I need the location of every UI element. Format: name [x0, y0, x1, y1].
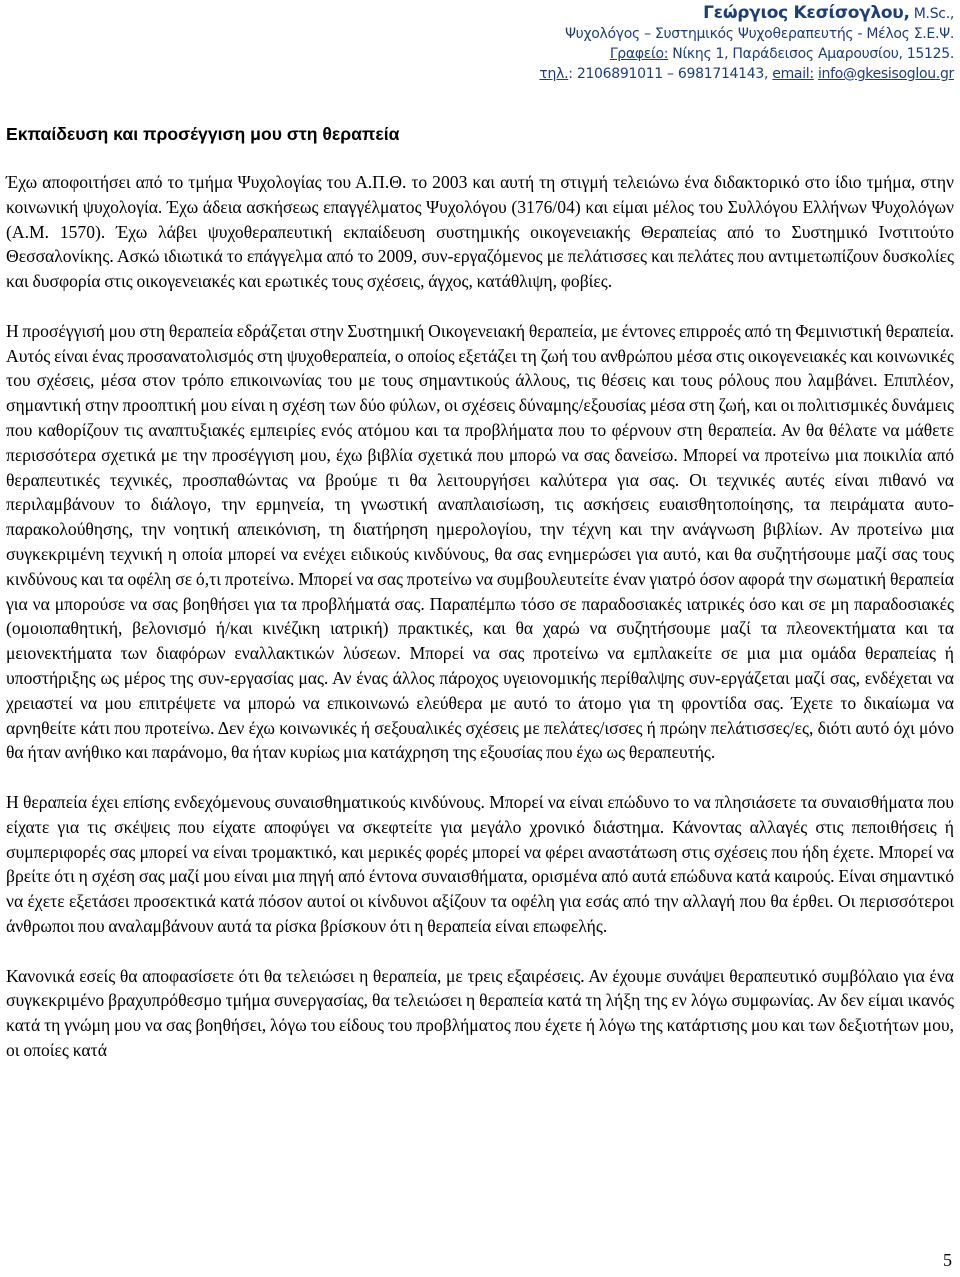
phone-label: τηλ. — [539, 66, 569, 82]
letterhead-name-line — [434, 2, 954, 24]
therapist-degree: M.Sc., — [909, 6, 954, 22]
email-link[interactable]: info@gkesisoglou.gr — [817, 66, 954, 82]
phone-numbers: : 2106891011 – 6981714143, — [568, 66, 773, 82]
letterhead — [434, 2, 954, 84]
therapist-title: Ψυχολόγος – Συστημικός Ψυχοθεραπευτής - Μέλος Σ.Ε.Ψ. — [564, 26, 954, 42]
paragraph-education: Έχω αποφοιτήσει από το τμήμα Ψυχολογίας του Α.Π.Θ. το 2003 και αυτή τη στιγμή τελειώνω ένα διδακτορικό στο ίδιο τμήμα, στην κοινωνική ψυχολογία. Έχω άδεια ασκήσεως επαγγέλματος Ψυχολόγου (3176/04) και είμαι μέλος του Συλλόγου Ελλήνων Ψυχολόγων (Α.Μ. 1570). Έχω λάβει ψυχοθεραπευτική εκπαίδευση συστημικής οικογενειακής Θεραπείας από το Συστημικό Ινστιτούτο Θεσσαλονίκης. Ασκώ ιδιωτικά το επάγγελμα από το 2009, συν-εργαζόμενος με πελάτισσες και πελάτες που αντιμετωπίζουν δυσκολίες και δυσφορία στις οικογενειακές και ερωτικές τους σχέσεις, άγχος, κατάθλιψη, φοβίες. — [6, 172, 954, 292]
contact-line — [434, 64, 954, 84]
email-label: email: — [772, 66, 814, 82]
office-address-line — [434, 44, 954, 64]
document-body — [6, 122, 954, 1087]
office-label: Γραφείο: — [609, 46, 669, 62]
therapist-name: Γεώργιος Κεσίσογλου, — [703, 3, 910, 23]
page-number: 5 — [943, 1250, 952, 1270]
paragraph-approach: Η προσέγγισή μου στη θεραπεία εδράζεται στην Συστημική Οικογενειακή θεραπεία, με έντονες επιρροές από τη Φεμινιστική θεραπεία. Αυτός είναι ένας προσανατολισμός στη ψυχοθεραπεία, ο οποίος εξετάζει τη ζωή του ανθρώπου μέσα στις οικογενειακές και κοινωνικές του σχέσεις, μέσα στον τρόπο επικοινωνίας του με τους σημαντικούς άλλους, τις θέσεις και τους ρόλους που λαμβάνει. Επιπλέον, σημαντική στην προοπτική μου είναι η σχέση των δύο φύλων, οι σχέσεις δύναμης/εξουσίας μέσα στη ζωή, και οι πολιτισμικές δυνάμεις που καθορίζουν τις αναπτυξιακές εμπειρίες ενός ατόμου και τα προβλήματα που το φέρνουν στη θεραπεία. Αν θα θέλατε να μάθετε περισσότερα σχετικά με την προσέγγιση μου, έχω βιβλία σχετικά που μπορώ να σας δανείσω. Μπορεί να προτείνω μια ποικιλία από θεραπευτικές τεχνικές, προσπαθώντας να βρούμε τι θα λειτουργήσει καλύτερα για σας. Οι τεχνικές αυτές είναι πιθανό να περιλαμβάνουν το διάλογο, την ερμηνεία, τη γνωστική αναπλαισίωση, τις ασκήσεις ευαισθητοποίησης, τα πειράματα αυτο-παρακολούθησης, την νοητική απεικόνιση, τη διατήρηση ημερολογίου, την τέχνη και την ανάγνωση βιβλίων. Αν προτείνω μια συγκεκριμένη τεχνική η οποία μπορεί να ενέχει ειδικούς κινδύνους, θα σας ενημερώσει για αυτό, και θα συζητήσουμε μαζί σας τους κινδύνους και τα οφέλη σε ό,τι προτείνω. Μπορεί να σας προτείνω να συμβουλευτείτε έναν γιατρό όσον αφορά την σωματική θεραπεία για να μπορούσε να σας βοηθήσει για τα προβλήματά σας. Παραπέμπω τόσο σε παραδοσιακές ιατρικές όσο και σε μη παραδοσιακές (ομοιοπαθητική, βελονισμό ή/και κινέζικη ιατρική) πρακτικές, και θα χαρώ να συζητήσουμε μαζί τα πλεονεκτήματα και τα μειονεκτήματα των διαφόρων εναλλακτικών λύσεων. Μπορεί να σας προτείνω να εμπλακείτε σε μια μια ομάδα θεραπείας ή υποστήριξης ως μέρος της συν-εργασίας μας. Αν ένας άλλος πάροχος υγειονομικής περίθαλψης συν-εργάζεται μαζί σας, ενδέχεται να χρειαστεί να μου επιτρέψετε να μπορώ να επικοινωνώ ελεύθερα με αυτό το άτομο για τη φροντίδα σας. Έχετε το δικαίωμα να αρνηθείτε κάτι που προτείνω. Δεν έχω κοινωνικές ή σεξουαλικές σχέσεις με πελάτες/ισσες ή πρώην πελάτισσες/ες, διότι αυτό όχι μόνο θα ήταν ανήθικο και παράνομο, θα ήταν κυρίως μια κατάχρηση της εξουσίας που έχω ως θεραπευτής. — [6, 320, 955, 763]
paragraph-risks: Η θεραπεία έχει επίσης ενδεχόμενους συναισθηματικούς κινδύνους. Μπορεί να είναι επώδυνο το να πλησιάσετε τα συναισθήματα που είχατε για τις σκέψεις που είχατε αποφύγει να σκεφτείτε για μεγάλο χρονικό διάστημα. Κάνοντας αλλαγές στις πεποιθήσεις ή συμπεριφορές σας μπορεί να είναι τρομακτικό, και μερικές φορές μπορεί να φέρει αναστάτωση στις σχέσεις που ήδη έχετε. Μπορεί να βρείτε ότι η σχέση σας μαζί μου είναι μια πηγή από έντονα συναισθήματα, ορισμένα από αυτά επώδυνα κατά καιρούς. Είναι σημαντικό να έχετε εξετάσει προσεκτικά κατά πόσον αυτοί οι κίνδυνοι αξίζουν τα οφέλη για εσάς από την αλλαγή που θα έρθει. Οι περισσότεροι άνθρωποι που αναλαμβάνουν αυτά τα ρίσκα βρίσκουν ότι η θεραπεία είναι επωφελής. — [6, 791, 954, 936]
office-address: Νίκης 1, Παράδεισος Αμαρουσίου, 15125. — [668, 46, 954, 62]
paragraph-termination: Κανονικά εσείς θα αποφασίσετε ότι θα τελειώσει η θεραπεία, με τρεις εξαιρέσεις. Αν έχουμε συνάψει θεραπευτικό συμβόλαιο για ένα συγκεκριμένο βραχυπρόθεσμο τμήμα συνεργασίας, θα τελειώσει η θεραπεία κατά τη λήξη της εν λόγω συμφωνίας. Αν δεν είμαι ικανός κατά τη γνώμη μου να σας βοηθήσει, λόγω του είδους του προβλήματος που έχετε ή λόγω της κατάρτισης μου και των δεξιοτήτων μου, οι οποίες κατά — [6, 965, 954, 1060]
section-heading: Εκπαίδευση και προσέγγιση μου στη θεραπεία — [6, 124, 400, 144]
